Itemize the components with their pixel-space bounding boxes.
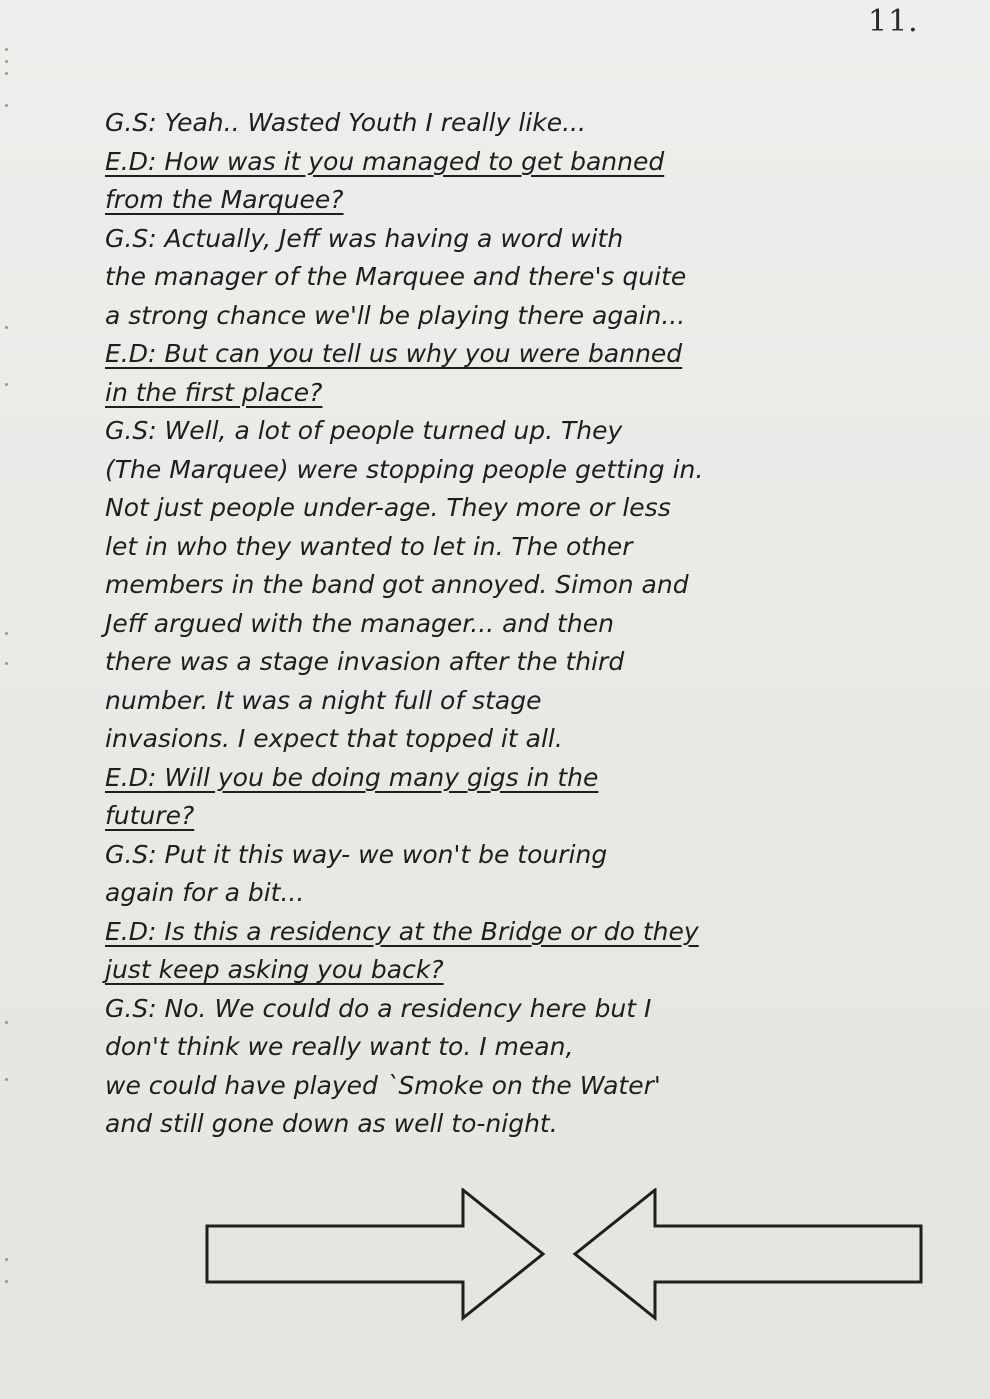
interview-answer-line [105, 836, 975, 875]
interview-answer-line [105, 528, 975, 567]
line-text: E.D: But can you tell us why you were banned [105, 339, 683, 368]
interviewer-question-line [105, 181, 975, 220]
interview-answer-line [105, 566, 975, 605]
punch-mark [5, 326, 8, 329]
punch-mark [5, 662, 8, 665]
interview-answer-line [105, 1105, 975, 1144]
interview-transcript [105, 104, 975, 1144]
line-text: again for a bit... [105, 878, 305, 907]
line-text: don't think we really want to. I mean, [105, 1032, 574, 1061]
interviewer-question-line [105, 913, 975, 952]
interviewer-question-line [105, 951, 975, 990]
punch-mark [5, 1258, 8, 1261]
line-text: (The Marquee) were stopping people getting in. [105, 454, 704, 484]
line-text: and still gone down as well to-night. [105, 1109, 558, 1138]
line-text: we could have played `Smoke on the Water' [105, 1070, 661, 1100]
interviewer-question-line [105, 143, 975, 182]
line-text: from the Marquee? [105, 185, 344, 214]
line-text: invasions. I expect that topped it all. [105, 724, 563, 753]
punch-mark [5, 1078, 8, 1081]
punch-mark [5, 1280, 8, 1283]
line-text: G.S: Put it this way- we won't be touring [105, 839, 608, 869]
line-text: G.S: Yeah.. Wasted Youth I really like... [105, 108, 586, 137]
line-text: just keep asking you back? [105, 955, 444, 984]
line-text: E.D: Will you be doing many gigs in the [105, 762, 599, 792]
punch-mark [5, 48, 8, 51]
interview-answer-line [105, 1028, 975, 1067]
interview-answer-line [105, 489, 975, 528]
right-arrow-icon [207, 1190, 543, 1318]
interviewer-question-line [105, 797, 975, 836]
interview-answer-line [105, 643, 975, 682]
interview-answer-line [105, 605, 975, 644]
interviewer-question-line [105, 335, 975, 374]
line-text: E.D: Is this a residency at the Bridge or do they [105, 916, 699, 946]
line-text: G.S: Well, a lot of people turned up. They [105, 416, 623, 445]
interviewer-question-line [105, 374, 975, 413]
punch-mark [5, 1021, 8, 1024]
interview-answer-line [105, 990, 975, 1029]
binding-punch-marks [0, 0, 20, 1399]
interview-answer-line [105, 874, 975, 913]
line-text: members in the band got annoyed. Simon and [105, 570, 689, 599]
punch-mark [5, 383, 8, 386]
left-arrow-icon [575, 1190, 921, 1318]
interview-answer-line [105, 1067, 975, 1106]
interview-answer-line [105, 258, 975, 297]
interview-answer-line [105, 220, 975, 259]
interview-answer-line [105, 297, 975, 336]
interview-answer-line [105, 682, 975, 721]
interview-answer-line [105, 104, 975, 143]
punch-mark [5, 632, 8, 635]
interview-answer-line [105, 451, 975, 490]
arrows-illustration [205, 1188, 935, 1322]
interviewer-question-line [105, 759, 975, 798]
punch-mark [5, 60, 8, 63]
line-text: the manager of the Marquee and there's quite [105, 262, 687, 291]
punch-mark [5, 72, 8, 75]
line-text: G.S: Actually, Jeff was having a word with [105, 223, 624, 253]
page-number: 11. [868, 4, 919, 39]
line-text: E.D: How was it you managed to get banned [105, 146, 665, 176]
line-text: Not just people under-age. They more or less [105, 493, 671, 522]
interview-answer-line [105, 720, 975, 759]
line-text: Jeff argued with the manager... and then [105, 608, 614, 638]
punch-mark [5, 104, 8, 107]
line-text: let in who they wanted to let in. The other [105, 531, 633, 561]
line-text: G.S: No. We could do a residency here but I [105, 993, 652, 1023]
line-text: in the first place? [105, 377, 323, 407]
line-text: number. It was a night full of stage [105, 685, 542, 715]
line-text: future? [105, 801, 195, 830]
line-text: a strong chance we'll be playing there again... [105, 300, 686, 330]
interview-answer-line [105, 412, 975, 451]
line-text: there was a stage invasion after the third [105, 647, 625, 676]
